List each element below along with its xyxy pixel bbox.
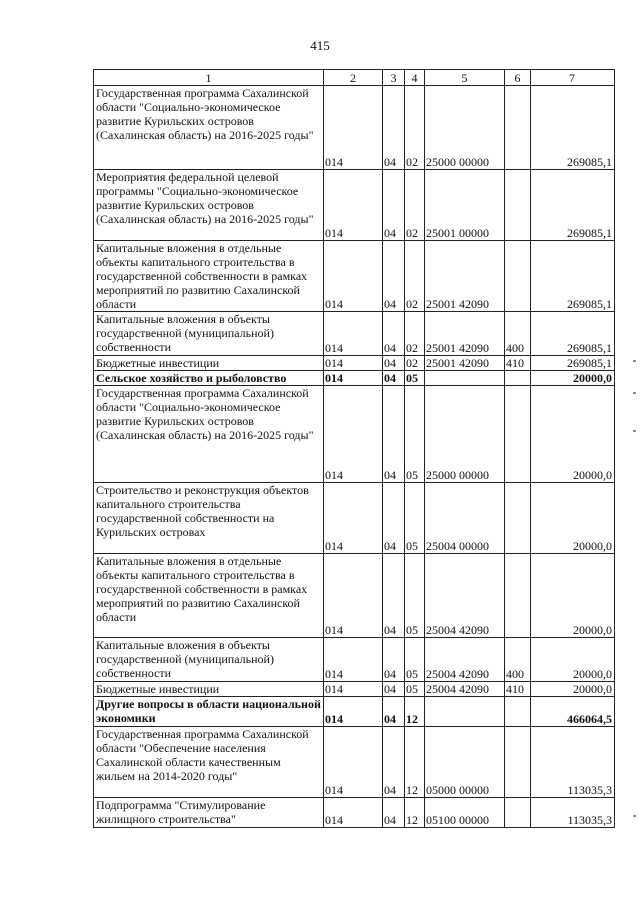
row-expense-type (505, 798, 531, 828)
table-row (94, 798, 615, 828)
row-ministry-code: 014 (324, 483, 383, 554)
row-amount: 269085,1 (531, 170, 615, 241)
row-expense-type: 410 (505, 682, 531, 697)
row-subsection-code: 05 (405, 483, 425, 554)
row-subsection-code: 05 (405, 638, 425, 682)
table-row (94, 697, 615, 727)
row-section-code: 04 (383, 312, 405, 356)
row-target-code: 25001 00000 (425, 170, 505, 241)
scan-artifact (633, 815, 636, 817)
row-target-code: 05000 00000 (425, 727, 505, 798)
row-ministry-code: 014 (324, 371, 383, 386)
row-expense-type: 400 (505, 638, 531, 682)
header-cell-5: 5 (425, 70, 505, 86)
page-number: 415 (310, 38, 330, 53)
row-amount: 466064,5 (531, 697, 615, 727)
row-ministry-code: 014 (324, 170, 383, 241)
row-amount: 113035,3 (531, 798, 615, 828)
row-subsection-code: 12 (405, 798, 425, 828)
table-header-row (94, 70, 615, 86)
row-amount: 20000,0 (531, 371, 615, 386)
table-row (94, 241, 615, 312)
row-section-code: 04 (383, 371, 405, 386)
header-cell-1: 1 (94, 70, 324, 86)
row-ministry-code: 014 (324, 386, 383, 483)
row-subsection-code: 02 (405, 86, 425, 170)
row-subsection-code: 05 (405, 386, 425, 483)
row-section-code: 04 (383, 86, 405, 170)
table-row (94, 638, 615, 682)
row-section-code: 04 (383, 356, 405, 371)
table-row (94, 86, 615, 170)
row-ministry-code: 014 (324, 697, 383, 727)
row-amount: 20000,0 (531, 554, 615, 638)
row-name: Бюджетные инвестиции (94, 682, 324, 697)
row-target-code: 25001 42090 (425, 241, 505, 312)
header-cell-7: 7 (531, 70, 615, 86)
row-section-code: 04 (383, 241, 405, 312)
row-subsection-code: 05 (405, 371, 425, 386)
row-ministry-code: 014 (324, 798, 383, 828)
table-row (94, 386, 615, 483)
row-ministry-code: 014 (324, 241, 383, 312)
row-section-code: 04 (383, 386, 405, 483)
row-subsection-code: 12 (405, 727, 425, 798)
row-subsection-code: 02 (405, 241, 425, 312)
row-section-code: 04 (383, 727, 405, 798)
row-expense-type: 410 (505, 356, 531, 371)
row-subsection-code: 05 (405, 554, 425, 638)
scan-artifact (633, 360, 636, 362)
row-expense-type: 400 (505, 312, 531, 356)
row-ministry-code: 014 (324, 554, 383, 638)
row-name: Сельское хозяйство и рыболовство (94, 371, 324, 386)
row-ministry-code: 014 (324, 727, 383, 798)
table-row (94, 371, 615, 386)
row-amount: 20000,0 (531, 483, 615, 554)
row-amount: 269085,1 (531, 241, 615, 312)
row-amount: 20000,0 (531, 682, 615, 697)
row-amount: 113035,3 (531, 727, 615, 798)
row-name: Мероприятия федеральной целевой программы "Социально-экономическое развитие Курильских островов (Сахалинская область) на 2016-2025 годы" (94, 170, 324, 241)
row-subsection-code: 02 (405, 170, 425, 241)
row-section-code: 04 (383, 638, 405, 682)
row-expense-type (505, 727, 531, 798)
row-name: Строительство и реконструкция объектов капитального строительства государственной собственности на Курильских островах (94, 483, 324, 554)
row-name: Капитальные вложения в объекты государственной (муниципальной) собственности (94, 312, 324, 356)
budget-table (93, 69, 615, 828)
row-ministry-code: 014 (324, 682, 383, 697)
row-target-code: 25001 42090 (425, 356, 505, 371)
row-target-code (425, 697, 505, 727)
row-name: Другие вопросы в области национальной экономики (94, 697, 324, 727)
row-expense-type (505, 386, 531, 483)
row-ministry-code: 014 (324, 312, 383, 356)
row-name: Государственная программа Сахалинской области "Обеспечение населения Сахалинской области качественным жильем на 2014-2020 годы" (94, 727, 324, 798)
row-name: Капитальные вложения в отдельные объекты капитального строительства в государственной собственности в рамках мероприятий по развитию Сахалинской области (94, 241, 324, 312)
row-expense-type (505, 86, 531, 170)
row-name: Капитальные вложения в объекты государственной (муниципальной) собственности (94, 638, 324, 682)
row-expense-type (505, 170, 531, 241)
row-target-code: 25001 42090 (425, 312, 505, 356)
row-amount: 20000,0 (531, 638, 615, 682)
header-cell-6: 6 (505, 70, 531, 86)
row-target-code: 25004 42090 (425, 554, 505, 638)
row-expense-type (505, 241, 531, 312)
row-expense-type (505, 371, 531, 386)
row-ministry-code: 014 (324, 356, 383, 371)
row-expense-type (505, 697, 531, 727)
row-target-code (425, 371, 505, 386)
row-name: Капитальные вложения в отдельные объекты капитального строительства в государственной собственности в рамках мероприятий по развитию Сахалинской области (94, 554, 324, 638)
row-section-code: 04 (383, 170, 405, 241)
row-section-code: 04 (383, 483, 405, 554)
table-row (94, 483, 615, 554)
row-ministry-code: 014 (324, 638, 383, 682)
row-name: Бюджетные инвестиции (94, 356, 324, 371)
row-target-code: 25004 00000 (425, 483, 505, 554)
header-cell-2: 2 (324, 70, 383, 86)
row-name: Государственная программа Сахалинской области "Социально-экономическое развитие Курильских островов (Сахалинская область) на 2016-2025 годы" (94, 86, 324, 170)
table-row (94, 312, 615, 356)
row-amount: 269085,1 (531, 356, 615, 371)
row-amount: 20000,0 (531, 386, 615, 483)
row-subsection-code: 02 (405, 356, 425, 371)
table-row (94, 727, 615, 798)
table-row (94, 682, 615, 697)
row-name: Государственная программа Сахалинской области "Социально-экономическое развитие Курильских островов (Сахалинская область) на 2016-2025 годы" (94, 386, 324, 483)
row-subsection-code: 12 (405, 697, 425, 727)
row-section-code: 04 (383, 554, 405, 638)
row-subsection-code: 02 (405, 312, 425, 356)
row-expense-type (505, 554, 531, 638)
row-amount: 269085,1 (531, 86, 615, 170)
row-ministry-code: 014 (324, 86, 383, 170)
header-cell-4: 4 (405, 70, 425, 86)
scan-artifact (633, 430, 636, 432)
row-expense-type (505, 483, 531, 554)
row-target-code: 25004 42090 (425, 638, 505, 682)
row-section-code: 04 (383, 682, 405, 697)
row-name: Подпрограмма "Стимулирование жилищного строительства" (94, 798, 324, 828)
table-row (94, 356, 615, 371)
table-row (94, 554, 615, 638)
row-target-code: 25004 42090 (425, 682, 505, 697)
row-target-code: 05100 00000 (425, 798, 505, 828)
row-amount: 269085,1 (531, 312, 615, 356)
row-target-code: 25000 00000 (425, 86, 505, 170)
row-section-code: 04 (383, 697, 405, 727)
header-cell-3: 3 (383, 70, 405, 86)
row-target-code: 25000 00000 (425, 386, 505, 483)
scan-artifact (633, 392, 636, 394)
row-section-code: 04 (383, 798, 405, 828)
table-row (94, 170, 615, 241)
row-subsection-code: 05 (405, 682, 425, 697)
